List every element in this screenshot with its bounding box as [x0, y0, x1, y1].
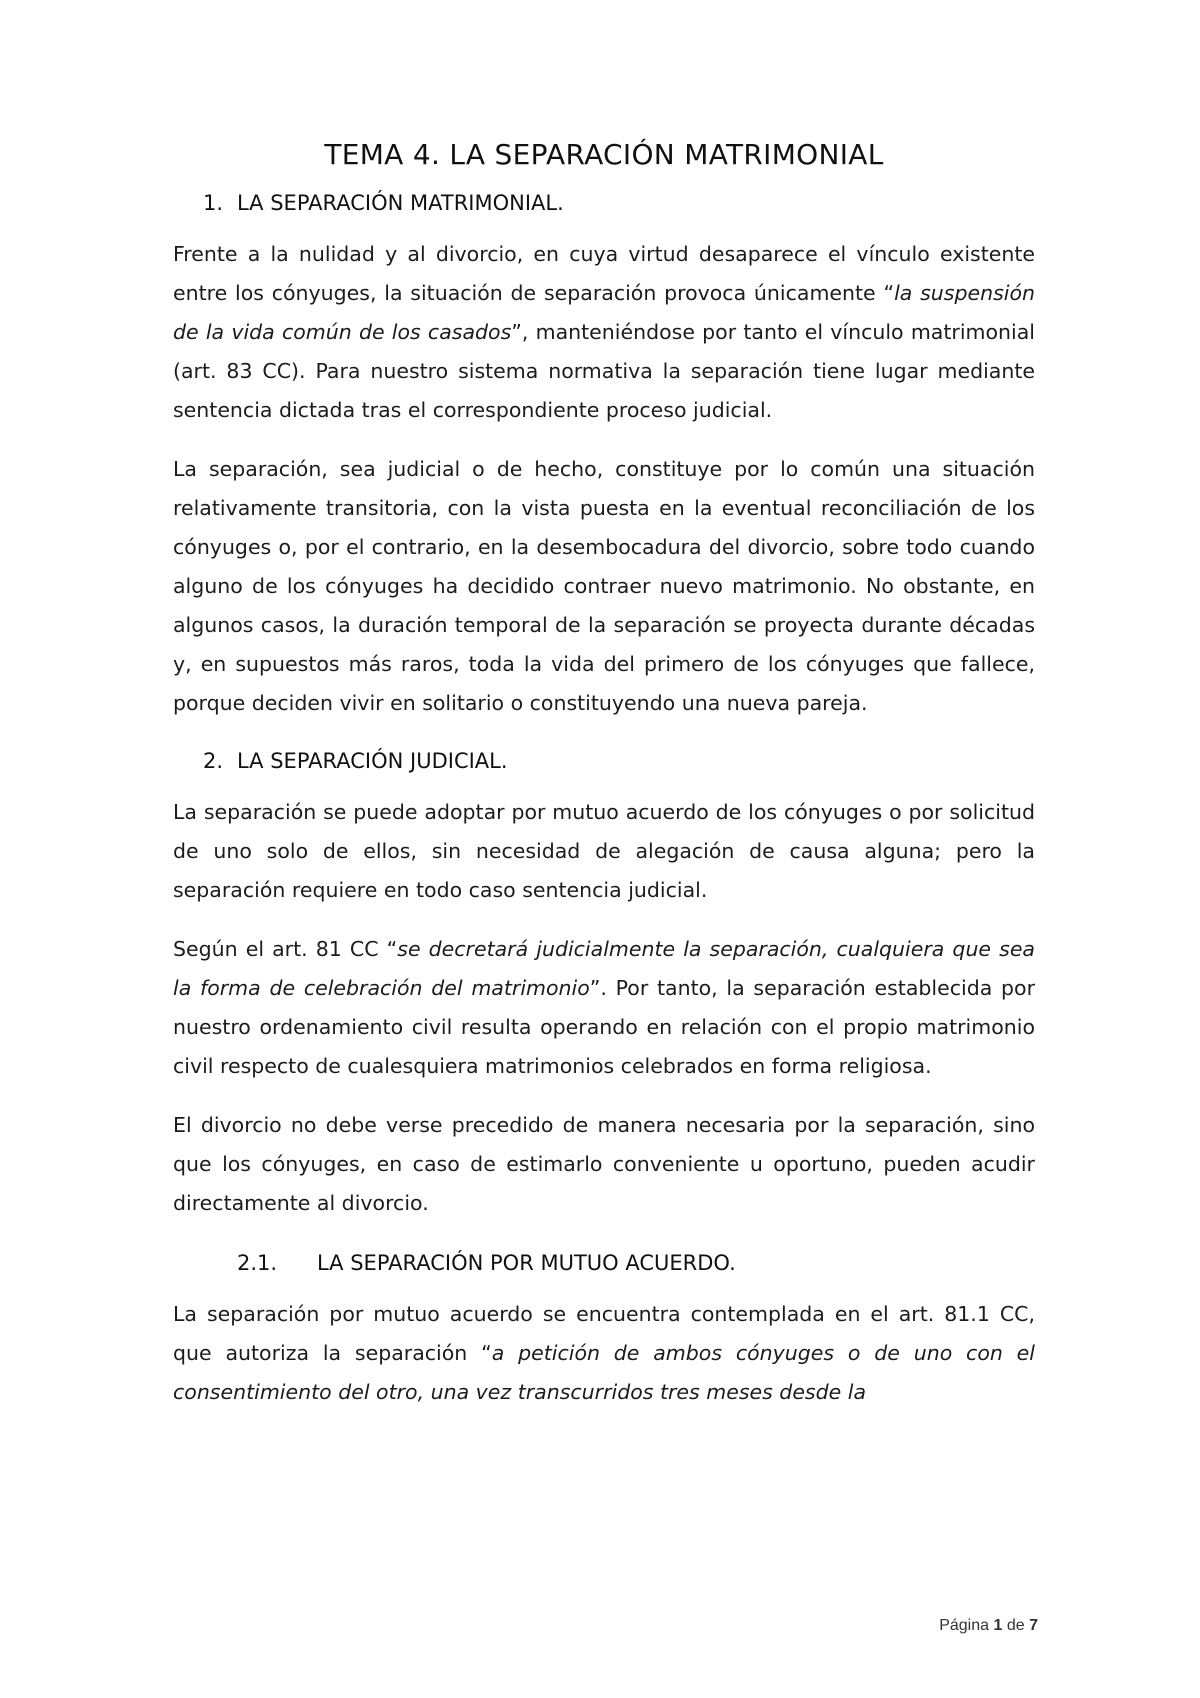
section-1-number: 1.	[203, 191, 224, 215]
text-run: La separación por mutuo acuerdo se encuentra contemplada en el art. 81.1 CC, que autoriza la separación “	[173, 1302, 1035, 1365]
section-2-1-heading	[173, 1251, 1035, 1275]
quoted-text: se decretará judicialmente la separación, cualquiera que sea la forma de celebración del matrimonio	[173, 937, 1035, 1000]
section-1-paragraph-2: La separación, sea judicial o de hecho, constituye por lo común una situación relativamente transitoria, con la vista puesta en la eventual reconciliación de los cónyuges o, por el contrario, en la desembocadura del divorcio, sobre todo cuando alguno de los cónyuges ha decidido contraer nuevo matrimonio. No obstante, en algunos casos, la duración temporal de la separación se proyecta durante décadas y, en supuestos más raros, toda la vida del primero de los cónyuges que fallece, porque deciden vivir en solitario o constituyendo una nueva pareja.	[173, 457, 1035, 715]
quoted-text: la suspensión de la vida común de los casados	[173, 281, 1036, 344]
section-2-paragraph-2	[173, 930, 1035, 1086]
section-2-1-paragraph-1	[173, 1295, 1035, 1412]
document-title: TEMA 4. LA SEPARACIÓN MATRIMONIAL	[324, 138, 884, 171]
text-run: ”, manteniéndose por tanto el vínculo matrimonial (art. 83 CC). Para nuestro sistema normativa la separación tiene lugar mediante sentencia dictada tras el correspondiente proceso judicial.	[173, 320, 1035, 422]
quoted-text: a petición de ambos cónyuges o de uno con el consentimiento del otro, una vez transcurridos tres meses desde la	[173, 1341, 1035, 1404]
section-2-title: LA SEPARACIÓN JUDICIAL.	[237, 749, 508, 773]
of-label: de	[1006, 1617, 1025, 1634]
text-run: Según el art. 81 CC “	[173, 937, 398, 961]
text-run: Frente a la nulidad y al divorcio, en cuya virtud desaparece el vínculo existente entre los cónyuges, la situación de separación provoca únicamente “	[173, 242, 1035, 305]
section-2-1-title: LA SEPARACIÓN POR MUTUO ACUERDO.	[317, 1251, 736, 1275]
section-1-title: LA SEPARACIÓN MATRIMONIAL.	[237, 191, 564, 215]
page-label: Página	[939, 1617, 990, 1634]
page-content	[173, 138, 1035, 1412]
section-2-number: 2.	[203, 749, 224, 773]
section-2-1-number: 2.1.	[237, 1251, 278, 1275]
text-run: ”. Por tanto, la separación establecida por nuestro ordenamiento civil resulta operando en relación con el propio matrimonio civil respecto de cualesquiera matrimonios celebrados en forma religiosa.	[173, 976, 1035, 1078]
section-1-paragraph-1	[173, 235, 1035, 430]
section-2-paragraph-1: La separación se puede adoptar por mutuo acuerdo de los cónyuges o por solicitud de uno solo de ellos, sin necesidad de alegación de causa alguna; pero la separación requiere en todo caso sentencia judicial.	[173, 800, 1035, 902]
page-footer	[939, 1617, 1038, 1635]
section-2-heading	[173, 749, 1035, 773]
total-pages: 7	[1029, 1617, 1038, 1634]
section-2-paragraph-3: El divorcio no debe verse precedido de manera necesaria por la separación, sino que los cónyuges, en caso de estimarlo conveniente u oportuno, pueden acudir directamente al divorcio.	[173, 1113, 1035, 1215]
page-number: 1	[993, 1617, 1003, 1634]
section-1-heading	[173, 191, 1035, 215]
